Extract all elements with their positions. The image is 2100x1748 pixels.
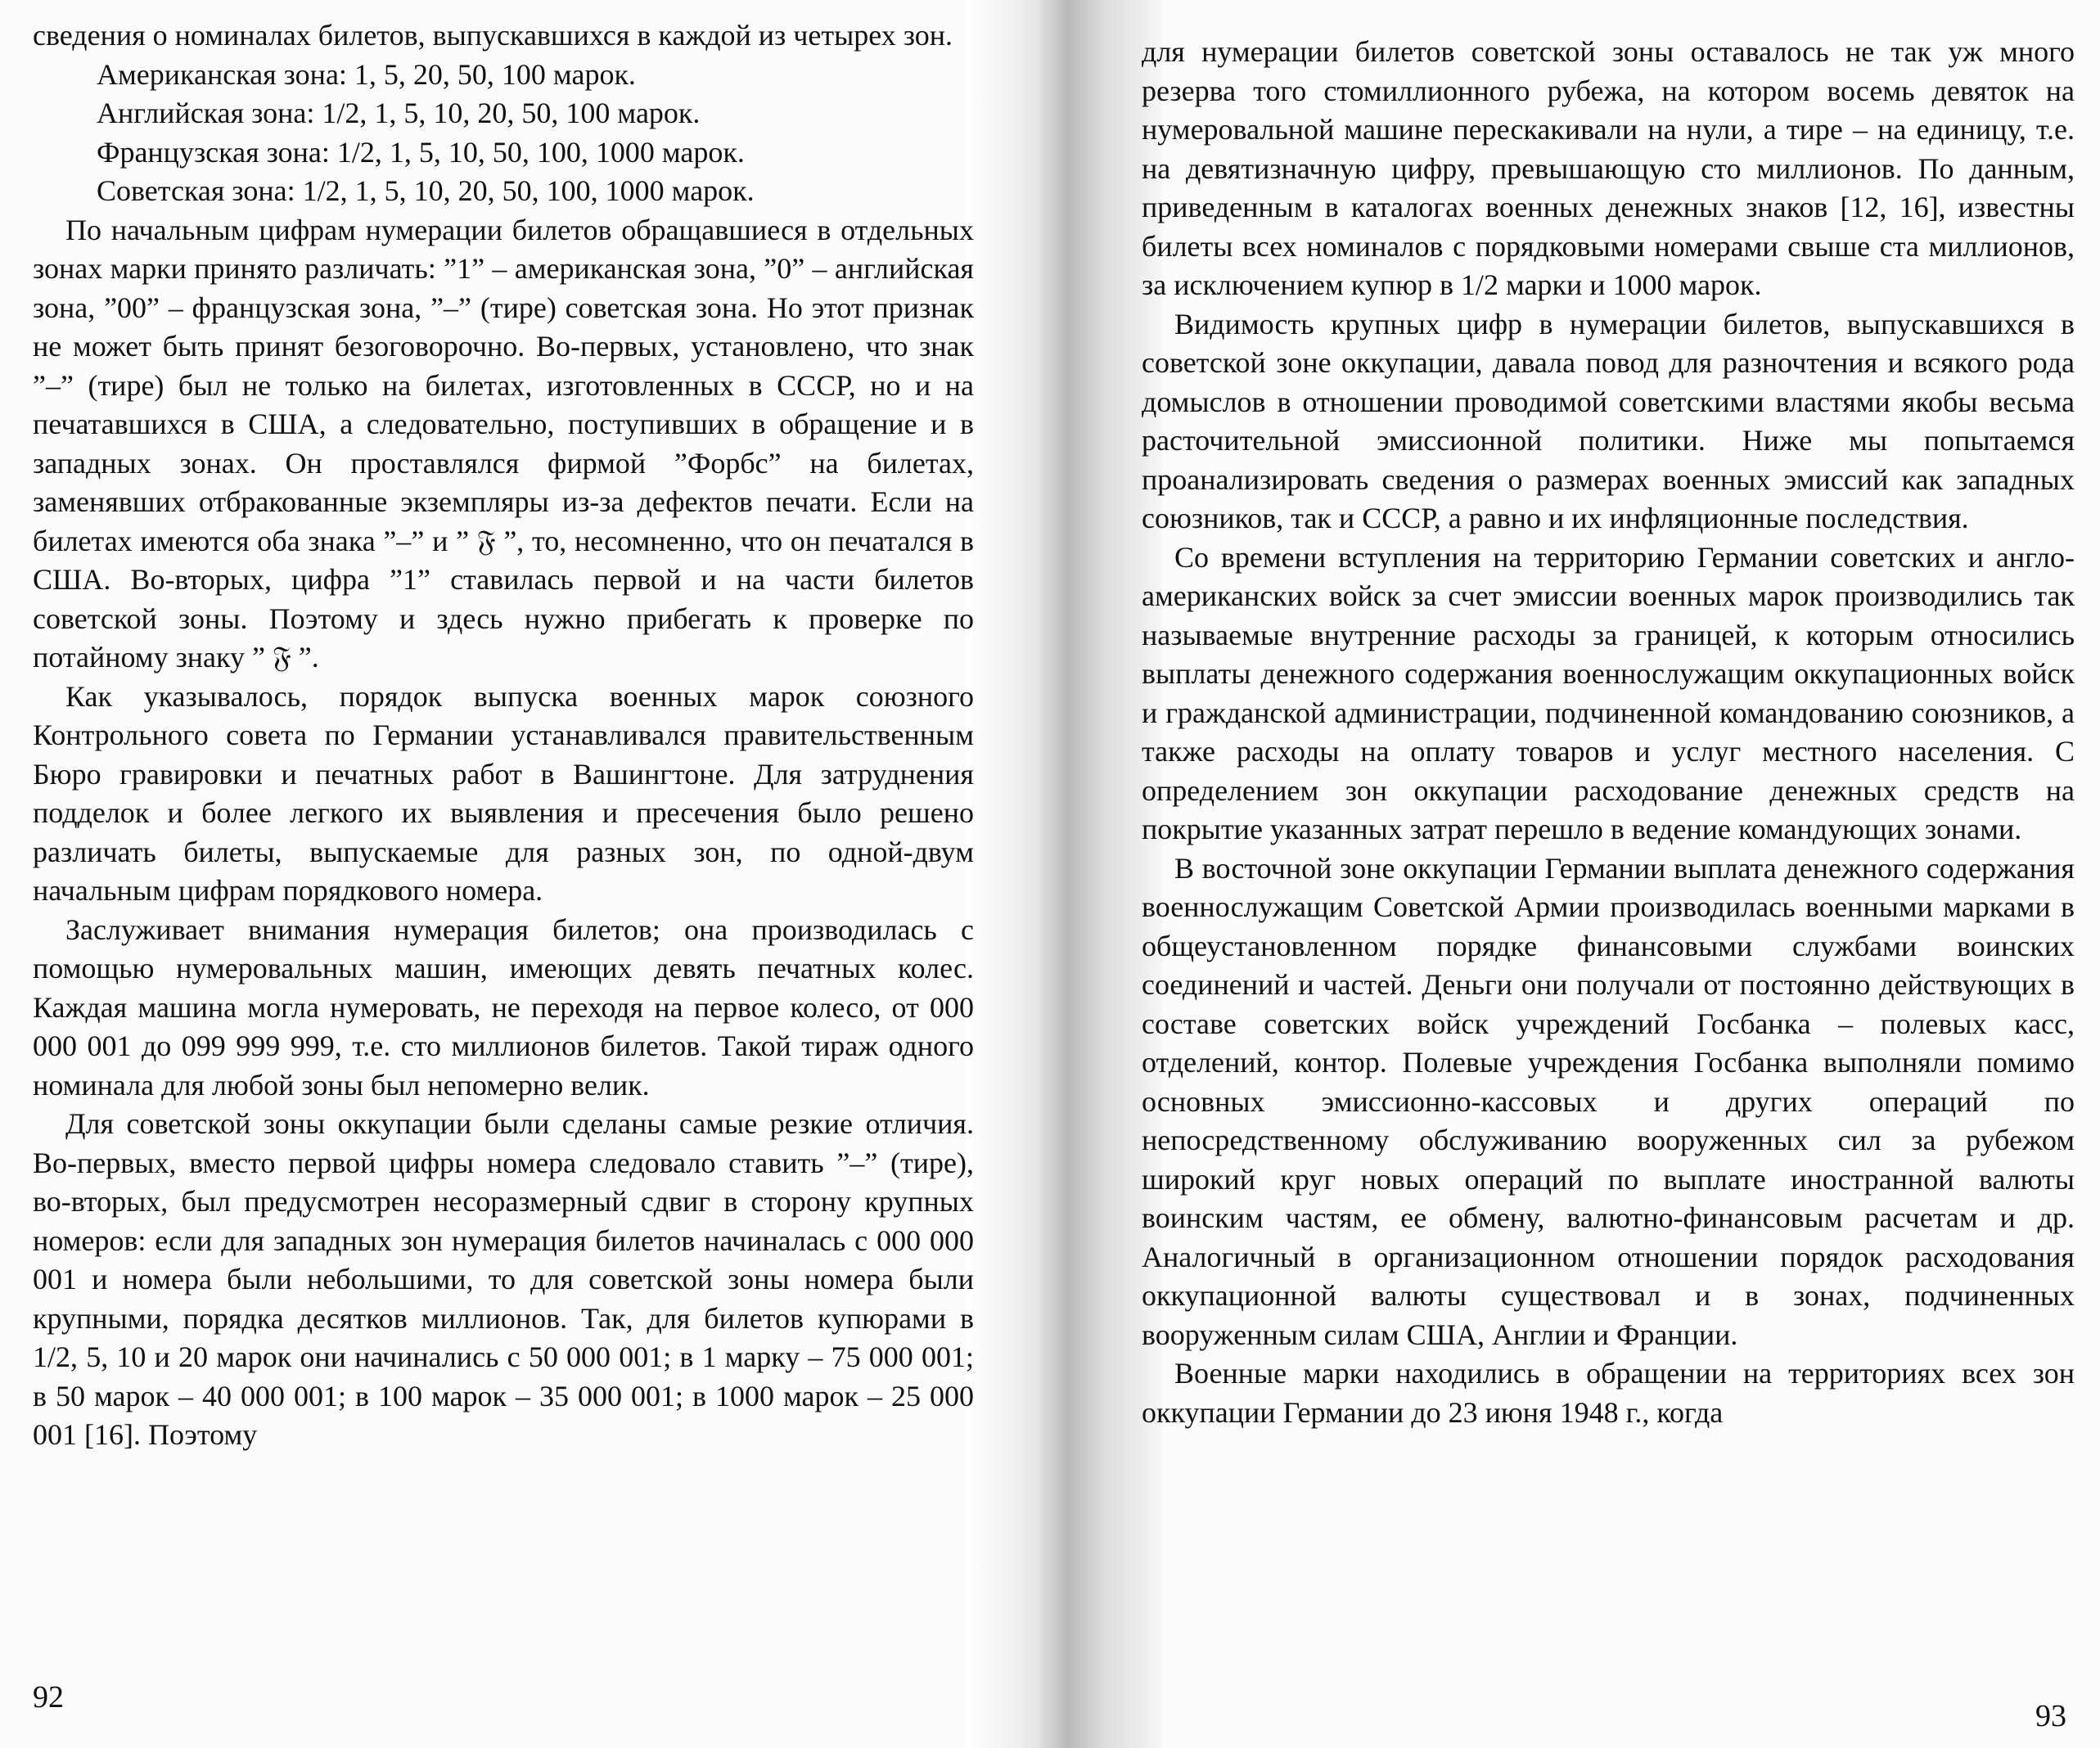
left-page <box>33 0 974 1748</box>
right-paragraph-circulation-end: Военные марки находились в обращении на территориях всех зон оккупации Германии до 23 июня 1948 г., когда <box>1142 1357 2075 1429</box>
page-number-right: 93 <box>2035 1699 2066 1733</box>
zone-item-french: Французская зона: 1/2, 1, 5, 10, 50, 100, 1000 марок. <box>97 135 745 169</box>
zone-item-english: Английская зона: 1/2, 1, 5, 10, 20, 50, 100 марок. <box>97 97 701 129</box>
page-number-left: 92 <box>33 1680 64 1714</box>
right-page-text <box>1142 33 2075 1432</box>
left-paragraph-numbering-machines: Заслуживает внимания нумерация билетов; она производилась с помощью нумеровальных машин, имеющих девять печатных колес. Каждая машина могла нумеровать, не переходя на первое колесо, от 000 000 001 до 099 999 999, т.е. сто миллионов билетов. Такой тираж одного номинала для любой зоны был непомерно велик. <box>33 912 974 1102</box>
left-paragraph-issue-order: Как указывалось, порядок выпуска военных марок союзного Контрольного совета по Германии устанавливался правительственным Бюро гравировки и печатных работ в Вашингтоне. Для затруднения подделок и более легкого их выявления и пресечения было решено различать билеты, выпускаемые для разных зон, по одной-двум начальным цифрам порядкового номера. <box>33 679 974 907</box>
zone-item-american: Американская зона: 1, 5, 20, 50, 100 марок. <box>97 57 636 91</box>
right-page <box>1142 0 2075 1748</box>
book-gutter <box>966 0 1162 1748</box>
zone-denomination-list <box>33 56 974 211</box>
left-page-text <box>33 16 974 1455</box>
zone-item-soviet: Советская зона: 1/2, 1, 5, 10, 20, 50, 100, 1000 марок. <box>97 174 755 207</box>
right-paragraph-internal-expenses: Со времени вступления на территорию Германии советских и англо-американских войск за счет эмиссии военных марок производились так называемые внутренние расходы за границей, к которым относились выплаты денежного содержания военнослужащим оккупационных войск и гражданской администрации, подчиненной командованию союзников, а также расходы на оплату товаров и услуг местного населения. С определением зон оккупации расходование денежных средств на покрытие указанных затрат перешло в ведение командующих зонами. <box>1142 540 2075 845</box>
right-paragraph-large-numbers: Видимость крупных цифр в нумерации билетов, выпускавшихся в советской зоне оккупации, давала повод для разночтения и всякого рода домыслов в отношении проводимой советскими властями якобы весьма расточительной эмиссионной политики. Ниже мы попытаемся проанализировать сведения о размерах военных эмиссий как западных союзников, так и СССР, а равно и их инфляционные последствия. <box>1142 307 2075 534</box>
left-paragraph-soviet-zone: Для советской зоны оккупации были сделаны самые резкие отличия. Во-первых, вместо первой цифры номера следовало ставить ”–” (тире), во-вторых, был предусмотрен несоразмерный сдвиг в сторону крупных номеров: если для западных зон нумерация билетов начиналась с 000 000 001 и номера были небольшими, то для советской зоны номера были крупными, порядка десятков миллионов. Так, для билетов купюрами в 1/2, 5, 10 и 20 марок они начинались с 50 000 001; в 1 марку – 75 000 001; в 50 марок – 40 000 001; в 100 марок – 35 000 001; в 1000 марок – 25 000 001 [16]. Поэтому <box>33 1107 974 1451</box>
left-intro-paragraph: сведения о номиналах билетов, выпускавшихся в каждой из четырех зон. <box>33 19 953 52</box>
right-continuation-paragraph: для нумерации билетов советской зоны оставалось не так уж много резерва того стомиллионного рубежа, на котором восемь девяток на нумеровальной машине перескакивали на нули, а тире – на единицу, т.е. на девятизначную цифру, превышающую сто миллионов. По данным, приведенным в каталогах военных денежных знаков [12, 16], известны билеты всех номиналов с порядковыми номерами свыше ста миллионов, за исключением купюр в 1/2 марки и 1000 марок. <box>1142 35 2075 301</box>
right-paragraph-eastern-zone: В восточной зоне оккупации Германии выплата денежного содержания военнослужащим Советской Армии производилась военными марками в общеустановленном порядке финансовыми службами воинских соединений и частей. Деньги они получали от постоянно действующих в составе советских войск учреждений Госбанка – полевых касс, отделений, контор. Полевые учреждения Госбанка выполняли помимо основных эмиссионно-кассовых и других операций по непосредственному обслуживанию вооруженных сил за рубежом широкий круг новых операций по выплате иностранной валюты воинским частям, ее обмену, валютно-финансовым расчетам и др. Аналогичный в организационном отношении порядок расходования оккупационной валюты существовал и в зонах, подчиненных вооруженным силам США, Англии и Франции. <box>1142 851 2075 1351</box>
left-paragraph-numbering-signs: По начальным цифрам нумерации билетов обращавшиеся в отдельных зонах марки принято различать: ”1” – американская зона, ”0” – английская зона, ”00” – французская зона, ”–” (тире) советская зона. Но этот признак не может быть принят безоговорочно. Во-первых, установлено, что знак ”–” (тире) был не только на билетах, изготовленных в СССР, но и на печатавшихся в США, а следовательно, поступивших в обращение и в западных зонах. Он проставлялся фирмой ”Форбс” на билетах, заменявших отбракованные экземпляры из-за дефектов печати. Если на билетах имеются оба знака ”–” и ” 𝔉 ”, то, несомненно, что он печатался в США. Во-вторых, цифра ”1” ставилась первой и на части билетов советской зоны. Поэтому и здесь нужно прибегать к проверке по потайному знаку ” 𝔉 ”. <box>33 213 974 674</box>
